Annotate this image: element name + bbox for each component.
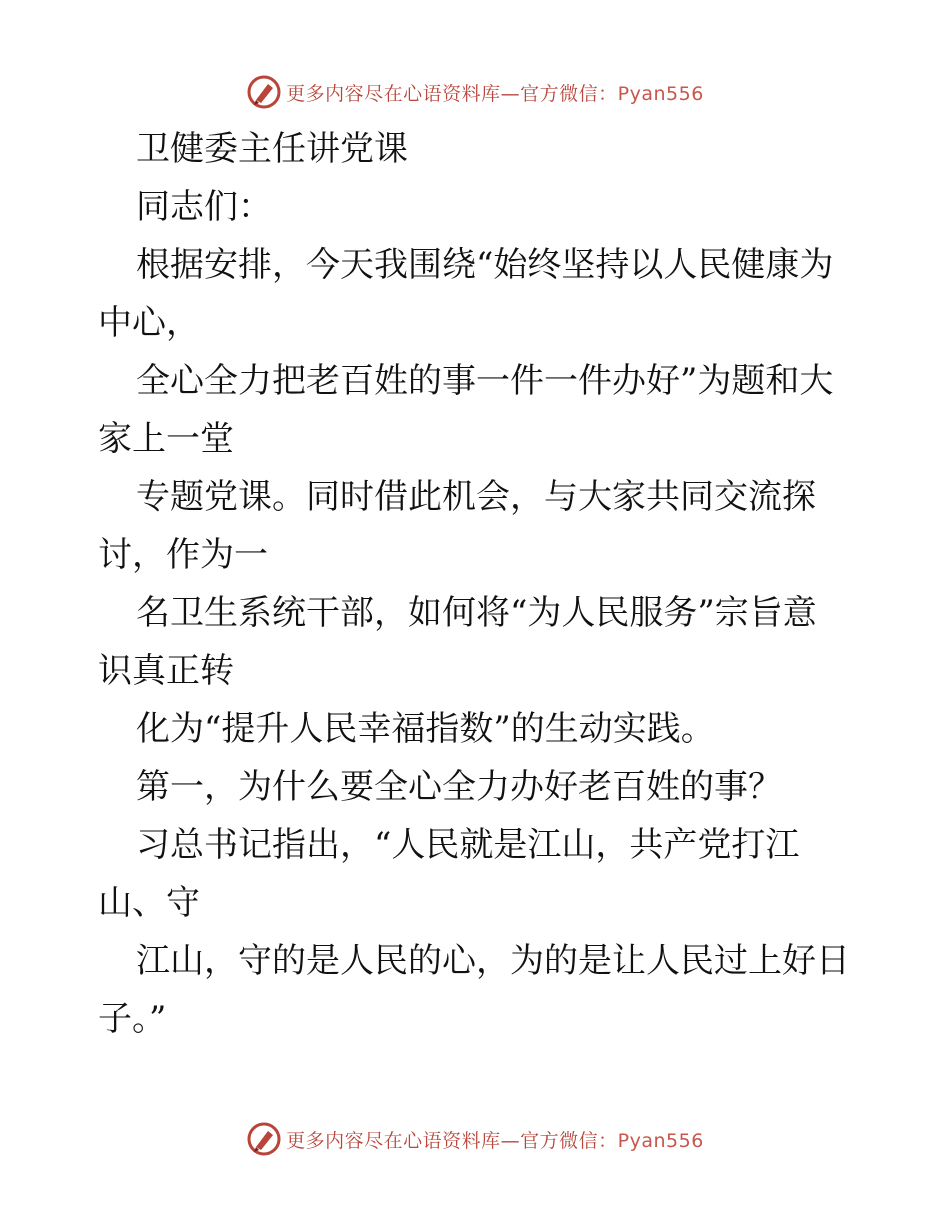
text-line: 中心， <box>98 303 200 343</box>
text-line: 山、守 <box>98 883 200 923</box>
banner-text: 更多内容尽在心语资料库—官方微信：Pyan556 <box>286 1129 704 1152</box>
wechat-handle: Pyan556 <box>617 1129 704 1152</box>
pen-logo-icon <box>246 1121 282 1157</box>
document-body <box>98 120 858 1048</box>
text-line: 识真正转 <box>98 651 234 691</box>
pen-logo-icon <box>246 74 282 110</box>
text-line: 讨，作为一 <box>98 535 268 575</box>
text-line: 习总书记指出，“人民就是江山，共产党打江 <box>136 825 800 865</box>
salutation: 同志们： <box>136 187 272 227</box>
wechat-handle: Pyan556 <box>617 82 704 105</box>
document-title: 卫健委主任讲党课 <box>136 129 408 169</box>
text-line: 化为“提升人民幸福指数”的生动实践。 <box>136 709 715 749</box>
text-line: 江山，守的是人民的心，为的是让人民过上好日 <box>136 941 850 981</box>
footer-banner <box>0 1117 950 1161</box>
section-heading: 第一，为什么要全心全力办好老百姓的事？ <box>136 767 782 807</box>
text-line: 子。” <box>98 999 167 1039</box>
text-line: 专题党课。同时借此机会，与大家共同交流探 <box>136 477 816 517</box>
text-line: 根据安排，今天我围绕“始终坚持以人民健康为 <box>136 245 834 285</box>
text-line: 全心全力把老百姓的事一件一件办好”为题和大 <box>136 361 834 401</box>
header-banner <box>0 70 950 114</box>
banner-text: 更多内容尽在心语资料库—官方微信：Pyan556 <box>286 82 704 105</box>
text-line: 家上一堂 <box>98 419 234 459</box>
text-line: 名卫生系统干部，如何将“为人民服务”宗旨意 <box>136 593 817 633</box>
